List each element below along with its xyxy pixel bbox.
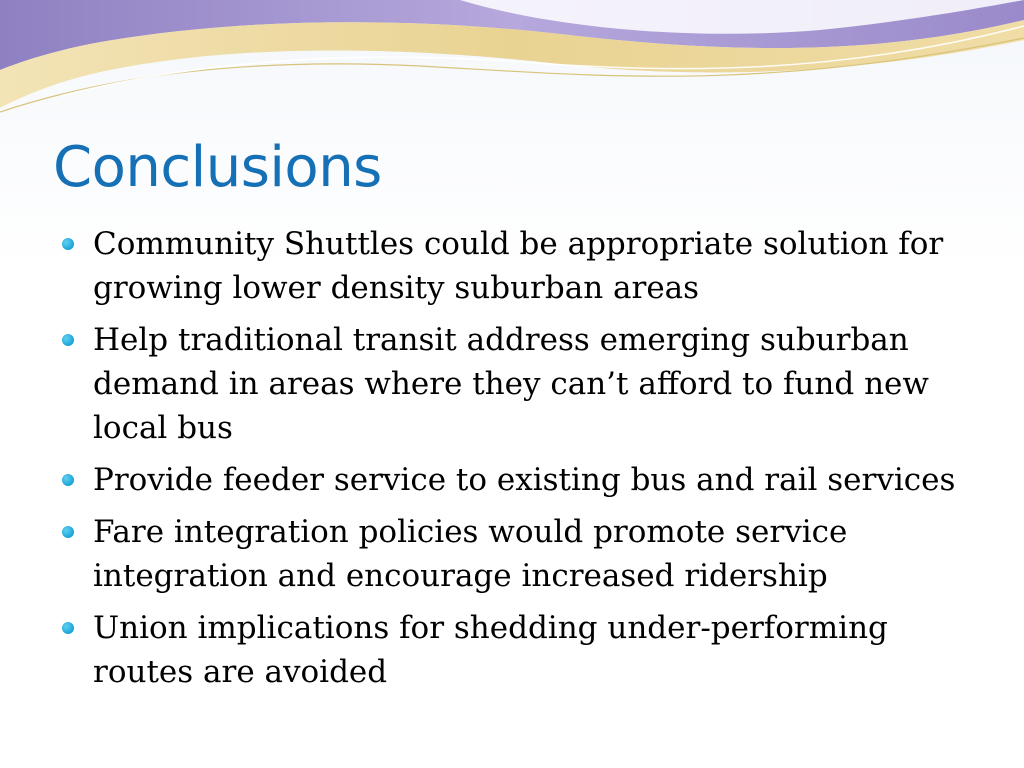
bullet-dot-icon: [62, 334, 74, 346]
bullet-dot-icon: [62, 526, 74, 538]
list-item: [62, 510, 962, 598]
list-item: [62, 606, 962, 694]
list-item: [62, 458, 962, 502]
bullet-text: Union implications for shedding under-performing routes are avoided: [93, 610, 888, 690]
bullet-dot-icon: [62, 474, 74, 486]
slide-title: Conclusions: [53, 135, 382, 200]
list-item: [62, 222, 962, 310]
bullet-list: [62, 222, 962, 702]
bullet-text: Help traditional transit address emerging suburban demand in areas where they can’t afford to fund new local bus: [93, 322, 929, 446]
bullet-text: Community Shuttles could be appropriate solution for growing lower density suburban areas: [93, 226, 944, 306]
bullet-text: Fare integration policies would promote service integration and encourage increased ridership: [93, 514, 848, 594]
header-wave-decoration: [0, 0, 1024, 130]
bullet-dot-icon: [62, 622, 74, 634]
bullet-dot-icon: [62, 238, 74, 250]
list-item: [62, 318, 962, 450]
bullet-text: Provide feeder service to existing bus and rail services: [93, 462, 956, 498]
